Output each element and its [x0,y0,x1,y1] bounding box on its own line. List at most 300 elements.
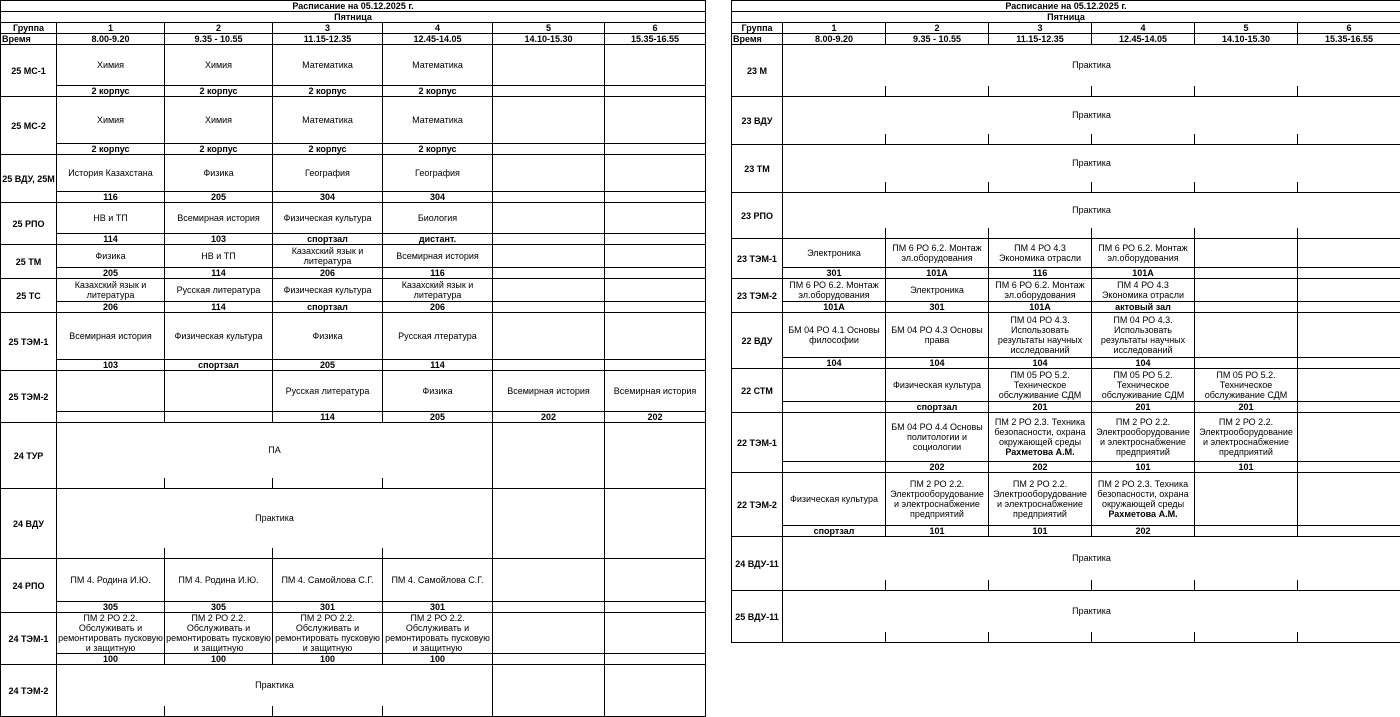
lesson-room [605,192,706,203]
empty-room-cell [783,134,886,145]
lesson-cell [783,279,886,302]
empty-room-cell [989,580,1092,591]
lesson-cell [165,45,273,86]
lesson-room: 201 [989,402,1092,413]
group-name: 23 ТЭМ-2 [732,279,783,313]
group-name: 22 ТЭМ-2 [732,473,783,537]
lesson-room: 100 [383,654,493,665]
empty-room-cell [165,548,273,559]
lesson-room: 206 [383,302,493,313]
period-time: 15.35-16.55 [605,34,706,45]
lesson-room [1195,358,1298,369]
period-time: 9.35 - 10.55 [165,34,273,45]
lesson-room: 2 корпус [165,86,273,97]
period-time: 11.15-12.35 [273,34,383,45]
lesson-cell [886,473,989,526]
lesson-room: 104 [886,358,989,369]
empty-room-cell [1195,86,1298,97]
empty-room-cell [1298,182,1400,193]
lesson-room: 114 [383,360,493,371]
empty-room-cell [1195,632,1298,643]
merged-activity: ПА [57,423,493,478]
group-name: 24 ВДУ [1,489,57,559]
lesson-room: 100 [57,654,165,665]
empty-room-cell [165,706,273,717]
lesson-cell [383,245,493,268]
lesson-cell [57,45,165,86]
lesson-cell [605,155,706,192]
lesson-subject: Математика [384,60,491,70]
lesson-subject: ПМ 2 РО 2.3. Техника безопасности, охрана окружающей среды [990,417,1090,447]
empty-room-cell [273,548,383,559]
lesson-subject: БМ 04 РО 4.3 Основы права [887,325,987,345]
lesson-subject: Физическая культура [274,285,381,295]
empty-room-cell [1195,580,1298,591]
period-time: 15.35-16.55 [1298,34,1400,45]
lesson-cell [493,45,605,86]
lesson-cell [273,559,383,602]
group-column-header: Группа [732,23,783,34]
group-name: 24 ТЭМ-1 [1,613,57,665]
lesson-cell [493,203,605,234]
group-name: 25 ТМ [1,245,57,279]
lesson-room: 301 [886,302,989,313]
lesson-room: 101 [1092,462,1195,473]
empty-room-cell [1298,632,1400,643]
lesson-cell [165,371,273,412]
lesson-room: 205 [57,268,165,279]
merged-activity: Практика [57,665,493,706]
lesson-cell [57,245,165,268]
empty-room-cell [989,86,1092,97]
group-name: 24 ТУР [1,423,57,489]
empty-room-cell [605,706,706,717]
lesson-room: спортзал [273,302,383,313]
lesson-room [605,268,706,279]
schedule-day: Пятница [732,12,1400,23]
lesson-room: 101А [783,302,886,313]
lesson-cell [383,559,493,602]
lesson-room [605,86,706,97]
group-name: 25 ВДУ, 25М [1,155,57,203]
lesson-cell [383,313,493,360]
lesson-cell [383,45,493,86]
lesson-room [605,234,706,245]
lesson-subject: Химия [58,60,163,70]
lesson-cell [1195,473,1298,526]
lesson-cell [605,559,706,602]
lesson-cell [1195,413,1298,462]
schedule-table [731,0,1400,643]
merged-activity: Практика [783,145,1400,182]
group-name: 23 ТЭМ-1 [732,239,783,279]
lesson-cell [165,559,273,602]
lesson-cell [605,613,706,654]
lesson-room: 103 [57,360,165,371]
lesson-subject: Электроника [887,285,987,295]
lesson-room: 201 [1092,402,1195,413]
lesson-cell [1092,313,1195,358]
lesson-subject: Химия [58,115,163,125]
lesson-subject: Всемирная история [494,386,603,396]
lesson-room: 101 [989,526,1092,537]
lesson-room: 301 [273,602,383,613]
lesson-room [605,302,706,313]
lesson-cell [605,245,706,268]
lesson-subject: ПМ 4. Самойлова С.Г. [384,575,491,585]
lesson-cell [273,279,383,302]
lesson-cell [383,203,493,234]
lesson-cell [783,369,886,402]
empty-room-cell [1092,228,1195,239]
schedule-title: Расписание на 05.12.2025 г. [732,1,1400,12]
period-time: 11.15-12.35 [989,34,1092,45]
lesson-subject: Физическая культура [274,213,381,223]
lesson-room [1195,268,1298,279]
schedule-title: Расписание на 05.12.2025 г. [1,1,706,12]
empty-room-cell [886,580,989,591]
lesson-subject: Русская литература [166,285,271,295]
lesson-room [57,412,165,423]
lesson-cell [783,239,886,268]
lesson-room [1298,302,1400,313]
lesson-subject: Физическая культура [784,494,884,504]
lesson-cell [493,155,605,192]
lesson-cell [1092,239,1195,268]
period-number: 4 [383,23,493,34]
lesson-subject: ПМ 2 РО 2.2. Обслуживать и ремонтировать пусковую и защитную [166,613,271,653]
lesson-room: 305 [165,602,273,613]
lesson-cell [273,97,383,144]
lesson-room [605,360,706,371]
lesson-subject: БМ 04 РО 4.4 Основы политологии и социологии [887,422,987,452]
group-name: 25 МС-1 [1,45,57,97]
group-name: 25 ТЭМ-2 [1,371,57,423]
empty-cell [605,423,706,478]
lesson-cell [989,313,1092,358]
lesson-room: спортзал [886,402,989,413]
lesson-subject: Всемирная история [58,331,163,341]
empty-room-cell [989,228,1092,239]
lesson-cell [57,559,165,602]
empty-room-cell [886,134,989,145]
lesson-cell [1092,473,1195,526]
empty-room-cell [493,706,605,717]
lesson-room [783,462,886,473]
lesson-subject: Физическая культура [166,331,271,341]
lesson-cell [273,203,383,234]
lesson-subject: НВ и ТП [58,213,163,223]
lesson-room [493,234,605,245]
lesson-subject: Русская литература [274,386,381,396]
group-name: 22 ТЭМ-1 [732,413,783,473]
lesson-subject: Химия [166,60,271,70]
lesson-subject: ПМ 4 РО 4.3 Экономика отрасли [1093,280,1193,300]
lesson-cell [57,613,165,654]
empty-room-cell [886,228,989,239]
lesson-cell [1195,279,1298,302]
lesson-room: спортзал [273,234,383,245]
group-name: 25 ТС [1,279,57,313]
lesson-subject: Электроника [784,248,884,258]
period-number: 2 [165,23,273,34]
empty-room-cell [783,632,886,643]
lesson-subject: НВ и ТП [166,251,271,261]
lesson-subject: ПМ 2 РО 2.2. Электрооборудование и электроснабжение предприятий [1196,417,1296,457]
merged-activity: Практика [783,193,1400,228]
period-time: 8.00-9.20 [57,34,165,45]
empty-room-cell [886,182,989,193]
group-name: 25 ТЭМ-1 [1,313,57,371]
lesson-subject: ПМ 2 РО 2.2. Обслуживать и ремонтировать пусковую и защитную [274,613,381,653]
lesson-room: 116 [57,192,165,203]
lesson-room [165,412,273,423]
lesson-cell [273,45,383,86]
lesson-subject: Математика [274,60,381,70]
group-name: 25 МС-2 [1,97,57,155]
lesson-room: 104 [1092,358,1195,369]
lesson-room [605,602,706,613]
group-name: 24 ВДУ-11 [732,537,783,591]
lesson-cell [273,313,383,360]
empty-room-cell [783,228,886,239]
lesson-room: 100 [165,654,273,665]
period-number: 3 [273,23,383,34]
lesson-subject: Физика [274,331,381,341]
time-column-header: Время [1,34,57,45]
empty-room-cell [1092,632,1195,643]
empty-room-cell [1195,228,1298,239]
schedule-sheet-right [731,0,1400,711]
lesson-room: 100 [273,654,383,665]
empty-cell [605,489,706,548]
lesson-subject: ПМ 2 РО 2.3. Техника безопасности, охрана окружающей среды [1093,479,1193,509]
lesson-room: 114 [165,302,273,313]
lesson-cell [783,413,886,462]
lesson-cell [383,613,493,654]
lesson-room: 104 [989,358,1092,369]
group-name: 25 ВДУ-11 [732,591,783,643]
time-column-header: Время [732,34,783,45]
empty-room-cell [1092,86,1195,97]
lesson-room: 305 [57,602,165,613]
empty-cell [605,665,706,706]
empty-room-cell [273,478,383,489]
lesson-subject: БМ 04 РО 4.1 Основы философии [784,325,884,345]
group-name: 24 РПО [1,559,57,613]
empty-room-cell [783,580,886,591]
lesson-room: 2 корпус [273,86,383,97]
lesson-cell [165,245,273,268]
merged-activity: Практика [783,45,1400,86]
lesson-cell [1195,239,1298,268]
period-time: 12.45-14.05 [383,34,493,45]
empty-room-cell [989,182,1092,193]
lesson-room: 103 [165,234,273,245]
empty-room-cell [493,548,605,559]
group-name: 22 СТМ [732,369,783,413]
lesson-teacher: Рахметова А.М. [990,447,1090,457]
lesson-cell [1195,369,1298,402]
empty-room-cell [886,632,989,643]
empty-room-cell [273,706,383,717]
lesson-subject: Физическая культура [887,380,987,390]
group-name: 23 ВДУ [732,97,783,145]
group-name: 23 РПО [732,193,783,239]
lesson-subject: ПМ 04 РО 4.3. Использовать результаты научных исследований [1093,315,1193,355]
empty-room-cell [989,632,1092,643]
lesson-cell [605,203,706,234]
lesson-cell [273,155,383,192]
lesson-cell [493,313,605,360]
lesson-subject: ПМ 4. Родина И.Ю. [166,575,271,585]
merged-activity: Практика [783,591,1400,632]
empty-room-cell [886,86,989,97]
period-time: 14.10-15.30 [1195,34,1298,45]
lesson-room: 114 [273,412,383,423]
lesson-room: 114 [57,234,165,245]
lesson-cell [886,313,989,358]
empty-room-cell [605,478,706,489]
lesson-room: 202 [1092,526,1195,537]
empty-cell [493,665,605,706]
empty-room-cell [383,706,493,717]
lesson-cell [605,279,706,302]
lesson-room [493,192,605,203]
lesson-teacher: Рахметова А.М. [1093,509,1193,519]
period-number: 4 [1092,23,1195,34]
lesson-cell [493,245,605,268]
period-time: 14.10-15.30 [493,34,605,45]
merged-activity: Практика [783,537,1400,580]
lesson-cell [783,313,886,358]
empty-room-cell [57,706,165,717]
lesson-cell [57,279,165,302]
lesson-room: 304 [273,192,383,203]
lesson-cell [57,203,165,234]
lesson-cell [165,279,273,302]
lesson-room [1298,358,1400,369]
lesson-cell [165,203,273,234]
lesson-cell [783,473,886,526]
lesson-room [493,602,605,613]
lesson-room: 304 [383,192,493,203]
empty-room-cell [1195,134,1298,145]
empty-room-cell [1298,134,1400,145]
schedule-day: Пятница [1,12,706,23]
lesson-cell [886,369,989,402]
lesson-cell [493,559,605,602]
empty-room-cell [383,548,493,559]
merged-activity: Практика [783,97,1400,134]
empty-room-cell [1092,182,1195,193]
lesson-subject: Казахский язык и литература [58,280,163,300]
period-number: 1 [783,23,886,34]
lesson-cell [273,371,383,412]
period-number: 1 [57,23,165,34]
lesson-subject: Математика [384,115,491,125]
lesson-cell [383,155,493,192]
lesson-cell [1298,279,1400,302]
lesson-subject: ПМ 2 РО 2.2. Обслуживать и ремонтировать пусковую и защитную [58,613,163,653]
lesson-room [1195,302,1298,313]
lesson-room [1298,402,1400,413]
lesson-room: 206 [57,302,165,313]
lesson-subject: Физика [166,168,271,178]
lesson-cell [383,279,493,302]
lesson-cell [165,97,273,144]
lesson-subject: ПМ 04 РО 4.3. Использовать результаты научных исследований [990,315,1090,355]
lesson-subject: ПМ 4. Родина И.Ю. [58,575,163,585]
lesson-room: 116 [989,268,1092,279]
empty-room-cell [1195,182,1298,193]
merged-activity: Практика [57,489,493,548]
lesson-room [493,302,605,313]
lesson-room [493,144,605,155]
lesson-cell [493,613,605,654]
lesson-cell [165,313,273,360]
lesson-cell [57,313,165,360]
lesson-subject: Всемирная история [606,386,704,396]
lesson-subject: Всемирная история [384,251,491,261]
period-time: 9.35 - 10.55 [886,34,989,45]
empty-room-cell [989,134,1092,145]
lesson-subject: Всемирная история [166,213,271,223]
period-number: 6 [605,23,706,34]
lesson-room: 301 [383,602,493,613]
lesson-cell [57,371,165,412]
empty-room-cell [383,478,493,489]
lesson-room [605,654,706,665]
lesson-cell [989,413,1092,462]
lesson-cell [57,97,165,144]
period-time: 8.00-9.20 [783,34,886,45]
lesson-room: 2 корпус [165,144,273,155]
lesson-room [1195,526,1298,537]
lesson-subject: Казахский язык и литература [274,246,381,266]
group-name: 24 ТЭМ-2 [1,665,57,717]
lesson-room: 101А [886,268,989,279]
empty-cell [493,423,605,478]
lesson-cell [493,97,605,144]
empty-room-cell [493,478,605,489]
lesson-subject: ПМ 2 РО 2.2. Электрооборудование и электроснабжение предприятий [887,479,987,519]
lesson-subject: ПМ 05 РО 5.2. Техническое обслуживание СДМ [990,370,1090,400]
lesson-room: 206 [273,268,383,279]
lesson-room [783,402,886,413]
lesson-cell [273,245,383,268]
empty-room-cell [1092,580,1195,591]
lesson-subject: ПМ 4. Самойлова С.Г. [274,575,381,585]
period-number: 2 [886,23,989,34]
lesson-cell [989,473,1092,526]
lesson-subject: ПМ 05 РО 5.2. Техническое обслуживание СДМ [1093,370,1193,400]
group-column-header: Группа [1,23,57,34]
lesson-room: 114 [165,268,273,279]
lesson-subject: Биология [384,213,491,223]
lesson-cell [1092,369,1195,402]
lesson-subject: ПМ 2 РО 2.2. Электрооборудование и электроснабжение предприятий [990,479,1090,519]
lesson-subject: Физика [384,386,491,396]
empty-room-cell [1298,86,1400,97]
lesson-room: 2 корпус [57,144,165,155]
lesson-cell [165,155,273,192]
lesson-room [605,144,706,155]
lesson-cell [989,239,1092,268]
lesson-subject: Казахский язык и литература [384,280,491,300]
lesson-room: 101А [1092,268,1195,279]
lesson-subject: История Казахстана [58,168,163,178]
